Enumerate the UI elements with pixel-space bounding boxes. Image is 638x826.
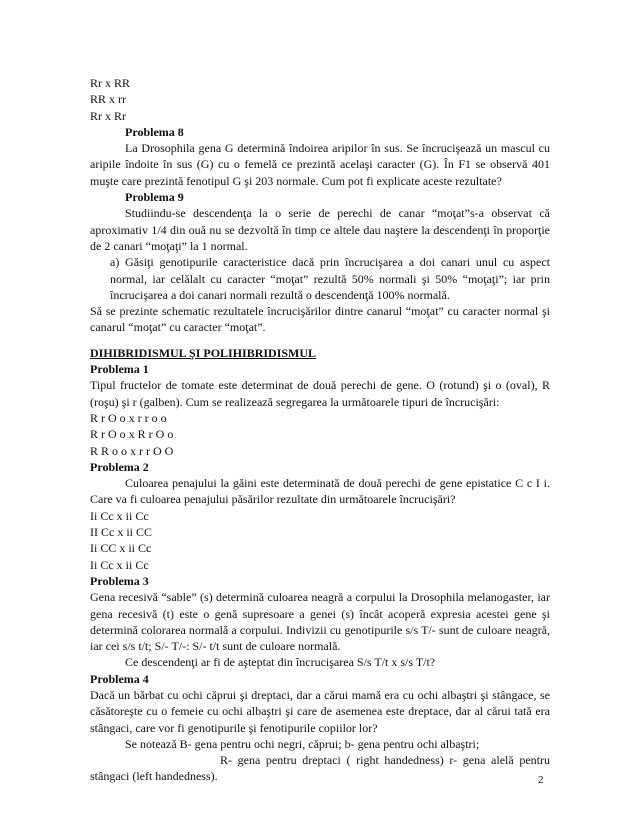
cross-line: R r O o x R r O o bbox=[90, 427, 174, 442]
cross-line: Ii Cc x ii Cc bbox=[90, 557, 149, 572]
problem-3-title: Problema 3 bbox=[90, 573, 149, 588]
cross-line: Rr x Rr bbox=[90, 108, 126, 123]
cross-line: II Cc x ii CC bbox=[90, 525, 152, 540]
problem-4-text: Dacă un bărbat cu ochi căprui şi dreptaci, dar a cărui mamă era cu ochi albaştri şi stângace, se căsătoreşte cu o femeie cu ochi albaştri şi care de asemenea este dreptace, dar al cărui tată era stângaci, care vor fi genotipurile şi fenotipurile copiilor lor? bbox=[90, 687, 550, 735]
page-content bbox=[90, 75, 550, 785]
cross-line: Ii Cc x ii Cc bbox=[90, 508, 149, 523]
problem-9-title: Problema 9 bbox=[125, 190, 184, 205]
problem-1-title: Problema 1 bbox=[90, 362, 149, 377]
problem-9-schema: Să se prezinte schematic rezultatele încrucişărilor dintre canarul “moţat” cu caracter normal şi canarul “moţat” cu caracter “moţat”. bbox=[90, 304, 550, 335]
cross-line: R R o o x r r O O bbox=[90, 443, 174, 458]
section-title: DIHIBRIDISMUL ŞI POLIHIBRIDISMUL bbox=[90, 345, 317, 360]
problem-3-text: Gena recesivă “sable” (s) determină culoarea neagră a corpului la Drosophila melanogaster, iar gena recesivă (t) este o genă supresoare a genei (s) încât acoperă expresia acestei gene şi determină colorarea normală a corpului. Indivizii cu genotipurile s/s T/- sunt de culoare neagră, iar cei s/s t/t; S/- T/-: S/- t/t sunt de culoare normală. bbox=[90, 590, 550, 654]
cross-line: R r O o x r r o o bbox=[90, 410, 167, 425]
problem-2-text: Culoarea penajului la găini este determinată de două perechi de gene epistatice C c I i. Care va fi culoarea penajului păsărilor rezultate din următoarele încrucişări? bbox=[90, 476, 550, 507]
cross-line: Rr x RR bbox=[90, 76, 131, 90]
problem-3-question: Ce descendenţi ar fi de aşteptat din încrucişarea S/s T/t x s/s T/t? bbox=[125, 655, 436, 670]
problem-4-title: Problema 4 bbox=[90, 671, 149, 686]
problem-8-text: La Drosophila gena G determină îndoirea aripilor în sus. Se încrucişează un mascul cu aripile îndoite în sus (G) cu o femelă ce prezintă acelaşi caracter (G). În F1 se observă 401 muşte care prezintă fenotipul G şi 203 normale. Cum pot fi explicate aceste rezultate? bbox=[90, 141, 550, 188]
problem-4-note-2: R- gena pentru dreptaci ( right handedness) r- gena alelă pentru stângaci (left handedness). bbox=[90, 753, 550, 784]
problem-4-note: Se notează B- gena pentru ochi negri, căprui; b- gena pentru ochi albaştri; bbox=[125, 736, 480, 751]
cross-line: RR x rr bbox=[90, 92, 126, 107]
problem-9-text: Studiindu-se descendenţa la o serie de perechi de canar “moţat”s-a observat că aproximativ 1/4 din ouă nu se dezvoltă în timp ce altele dau naştere la descendenţi în proporţie de 2 canari “moţaţi” la 1 normal. bbox=[90, 206, 550, 253]
problem-2-title: Problema 2 bbox=[90, 459, 149, 474]
problem-8-title: Problema 8 bbox=[125, 124, 184, 139]
page-number: 2 bbox=[538, 774, 544, 786]
problem-9-item-a: a) Găsiţi genotipurile caracteristice dacă prin încrucişarea a doi canari unul cu aspect normal, iar celălalt cu caracter “moţat” rezultă 50% normali şi 50% “moţaţi”; iar prin încrucişarea a doi canari normali rezultă o descendenţă 100% normală. bbox=[110, 255, 550, 302]
problem-1-text: Tipul fructelor de tomate este determinat de două perechi de gene. O (rotund) şi o (oval), R (roşu) şi r (galben). Cum se realizează segregarea la următoarele tipuri de încrucişări: bbox=[90, 378, 550, 409]
cross-line: Ii CC x ii Cc bbox=[90, 541, 152, 556]
